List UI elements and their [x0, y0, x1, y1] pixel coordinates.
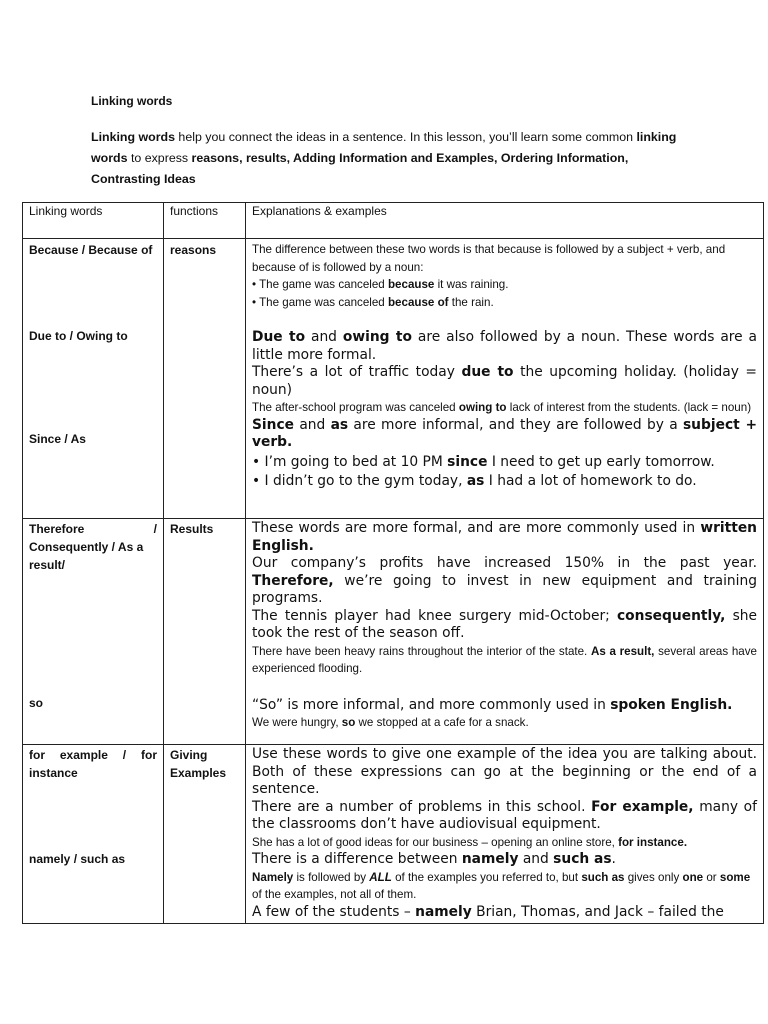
example-line: There’s a lot of traffic today due to the upcoming holiday. (holiday = noun) — [252, 364, 757, 398]
cell-function — [164, 239, 246, 519]
table-row-reasons — [23, 239, 764, 519]
example-line: There have been heavy rains throughout the interior of the state. As a result, several areas have experienced flooding. — [252, 644, 757, 675]
function-examples: Giving Examples — [170, 748, 227, 780]
text-line: “So” is more informal, and more commonly used in spoken English. — [252, 696, 733, 713]
example-line: We were hungry, so we stopped at a cafe for a snack. — [252, 716, 529, 729]
text-line: The difference between these two words is that because is followed by a subject + verb, and because of is followed by a noun: — [252, 243, 726, 274]
example-line: • I didn’t go to the gym today, as I had a lot of homework to do. — [252, 473, 697, 489]
text-line: Since and as are more informal, and they are followed by a subject + verb. — [252, 416, 757, 450]
cell-linking-words — [23, 239, 164, 519]
cell-linking-words — [23, 745, 164, 924]
table-header-row — [23, 203, 764, 239]
intro-categories: reasons, results, Adding Information and Examples, Ordering Information, Contrasting Ideas — [91, 151, 629, 186]
example-line: • The game was canceled because it was raining. — [252, 278, 509, 291]
example-line: She has a lot of good ideas for our business – opening an online store, for instance. — [252, 835, 688, 849]
table-row-results — [23, 519, 764, 745]
cell-function — [164, 519, 246, 745]
cell-linking-words — [23, 519, 164, 745]
intro-term: linking words — [91, 130, 677, 165]
col-header-linking-words: Linking words — [23, 203, 164, 239]
label-therefore: Therefore / — [29, 522, 157, 536]
example-line: • I’m going to bed at 10 PM since I need to get up early tomorrow. — [252, 453, 715, 470]
label-because: Because / Because of — [29, 243, 153, 257]
col-header-functions: functions — [164, 203, 246, 239]
example-line: • The game was canceled because of the rain. — [252, 295, 494, 309]
col-header-explanations: Explanations & examples — [246, 203, 764, 239]
intro-paragraph — [91, 127, 691, 190]
text-line: Namely is followed by ALL of the examples you referred to, but such as gives only one or some of the examples, not all of them. — [252, 870, 751, 901]
example-line: Our company’s profits have increased 150% in the past year. Therefore, we’re going to invest in new equipment and training programs. — [252, 555, 757, 606]
intro-text: to express — [127, 151, 192, 165]
label-since: Since / As — [29, 432, 86, 446]
cell-function — [164, 745, 246, 924]
example-line: The tennis player had knee surgery mid-October; consequently, she took the rest of the season off. — [252, 607, 757, 641]
function-results: Results — [170, 522, 214, 536]
text-line: Use these words to give one example of the idea you are talking about. Both of these expressions can go at the beginning or the end of a sentence. — [252, 746, 757, 797]
label-for-example: for example / for instance — [29, 748, 157, 780]
function-reasons: reasons — [170, 243, 217, 257]
example-line: A few of the students – namely Brian, Thomas, and Jack – failed the — [252, 903, 724, 920]
cell-explanations — [246, 745, 764, 924]
label-namely: namely / such as — [29, 852, 126, 866]
label-consequently: Consequently / As a result/ — [29, 540, 144, 572]
text-line: These words are more formal, and are more commonly used in written English. — [252, 520, 757, 554]
table-row-examples — [23, 745, 764, 924]
label-so: so — [29, 696, 44, 710]
linking-words-table — [22, 202, 764, 924]
intro-text: help you connect the ideas in a sentence. In this lesson, you’ll learn some common — [174, 130, 637, 144]
example-line: The after-school program was canceled owing to lack of interest from the students. (lack = noun) — [252, 401, 752, 414]
example-line: There are a number of problems in this school. For example, many of the classrooms don’t have audiovisual equipment. — [252, 798, 757, 832]
page-title: Linking words — [91, 94, 173, 108]
intro-term: Linking words — [91, 130, 175, 144]
text-line: Due to and owing to are also followed by a noun. These words are a little more formal. — [252, 329, 758, 363]
text-line: There is a difference between namely and such as. — [252, 851, 616, 867]
cell-explanations — [246, 519, 764, 745]
label-due-to: Due to / Owing to — [29, 329, 128, 343]
cell-explanations — [246, 239, 764, 519]
